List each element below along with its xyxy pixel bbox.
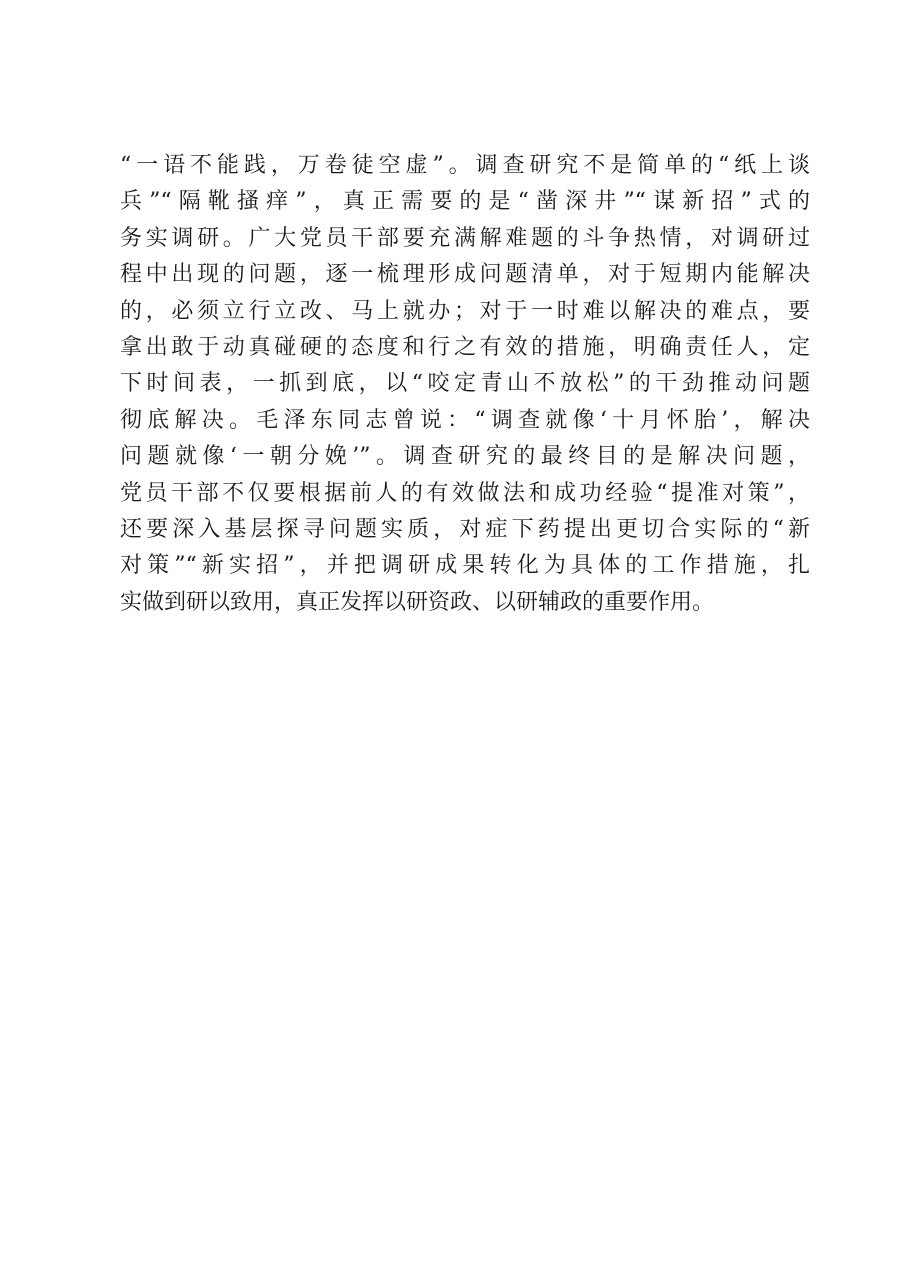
paragraph-line: 下时间表，一抓到底，以“咬定青山不放松”的干劲推动问题 (120, 371, 810, 397)
paragraph-line: 程中出现的问题，逐一梳理形成问题清单，对于短期内能解决 (120, 262, 810, 288)
paragraph-line: 问题就像‘一朝分娩’”。调查研究的最终目的是解决问题， (120, 444, 810, 470)
paragraph-line: “一语不能践，万卷徒空虚”。调查研究不是简单的“纸上谈 (120, 153, 810, 178)
paragraph-line: 实做到研以致用，真正发挥以研资政、以研辅政的重要作用。 (120, 589, 715, 615)
paragraph-line: 党员干部不仅要根据前人的有效做法和成功经验“提准对策”， (120, 480, 810, 506)
paragraph-line: 兵”“隔靴搔痒”，真正需要的是“凿深井”“谋新招”式的 (120, 189, 810, 215)
paragraph-line: 彻底解决。毛泽东同志曾说：“调查就像‘十月怀胎’，解决 (120, 407, 810, 433)
body-paragraph (120, 148, 810, 621)
paragraph-line: 对策”“新实招”，并把调研成果转化为具体的工作措施，扎 (120, 553, 810, 579)
paragraph-line: 拿出敢于动真碰硬的态度和行之有效的措施，明确责任人，定 (120, 334, 810, 360)
paragraph-line: 务实调研。广大党员干部要充满解难题的斗争热情，对调研过 (120, 225, 810, 251)
paragraph-line: 还要深入基层探寻问题实质，对症下药提出更切合实际的“新 (120, 516, 810, 542)
paragraph-line: 的，必须立行立改、马上就办；对于一时难以解决的难点，要 (120, 298, 810, 324)
